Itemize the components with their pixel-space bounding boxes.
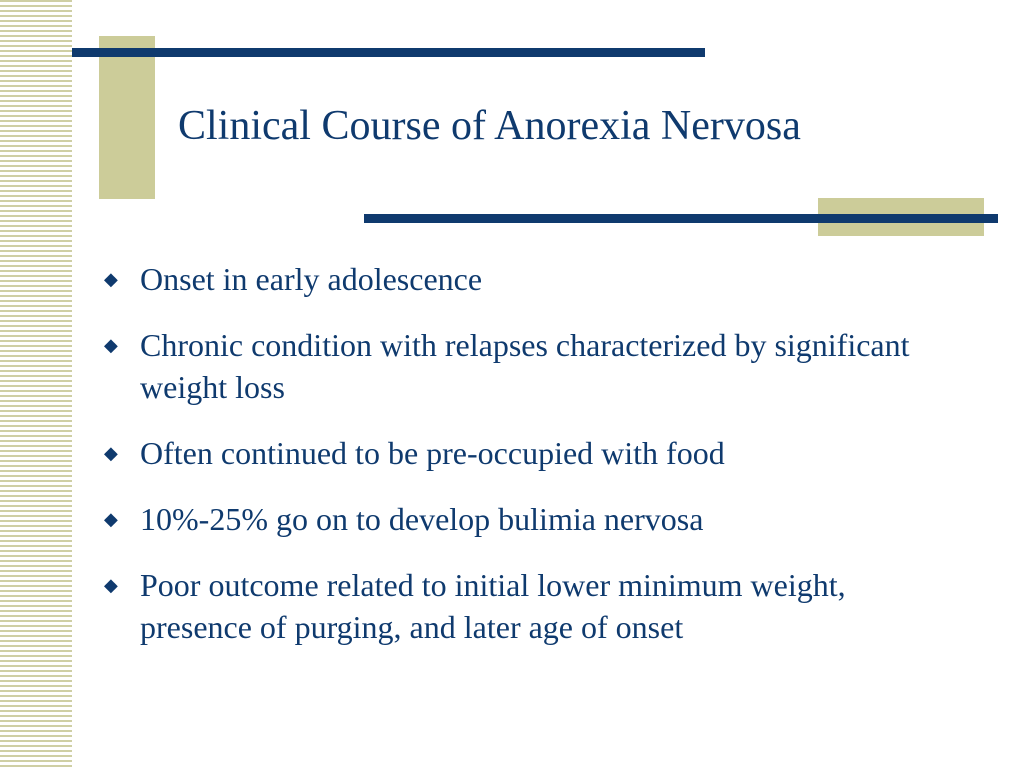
bullet-text: Often continued to be pre-occupied with food (140, 435, 725, 471)
bullet-item (104, 324, 954, 408)
bullet-list (104, 258, 954, 648)
decorative-stripe-border (0, 0, 72, 768)
bullet-text: Poor outcome related to initial lower minimum weight, presence of purging, and later age of onset (140, 567, 846, 645)
bullet-item (104, 498, 954, 540)
bullet-text: 10%-25% go on to develop bulimia nervosa (140, 501, 704, 537)
diamond-bullet-icon: ◆ (104, 269, 118, 289)
slide-title: Clinical Course of Anorexia Nervosa (178, 103, 801, 149)
bullet-text: Onset in early adolescence (140, 261, 483, 297)
decorative-accent-line-bottom (364, 214, 998, 223)
decorative-accent-line-top (72, 48, 705, 57)
diamond-bullet-icon: ◆ (104, 575, 118, 595)
bullet-item (104, 432, 954, 474)
diamond-bullet-icon: ◆ (104, 335, 118, 355)
diamond-bullet-icon: ◆ (104, 509, 118, 529)
bullet-item (104, 564, 954, 648)
decorative-accent-block-top (99, 36, 155, 199)
bullet-item (104, 258, 954, 300)
diamond-bullet-icon: ◆ (104, 443, 118, 463)
bullet-text: Chronic condition with relapses characterized by significant weight loss (140, 327, 910, 405)
